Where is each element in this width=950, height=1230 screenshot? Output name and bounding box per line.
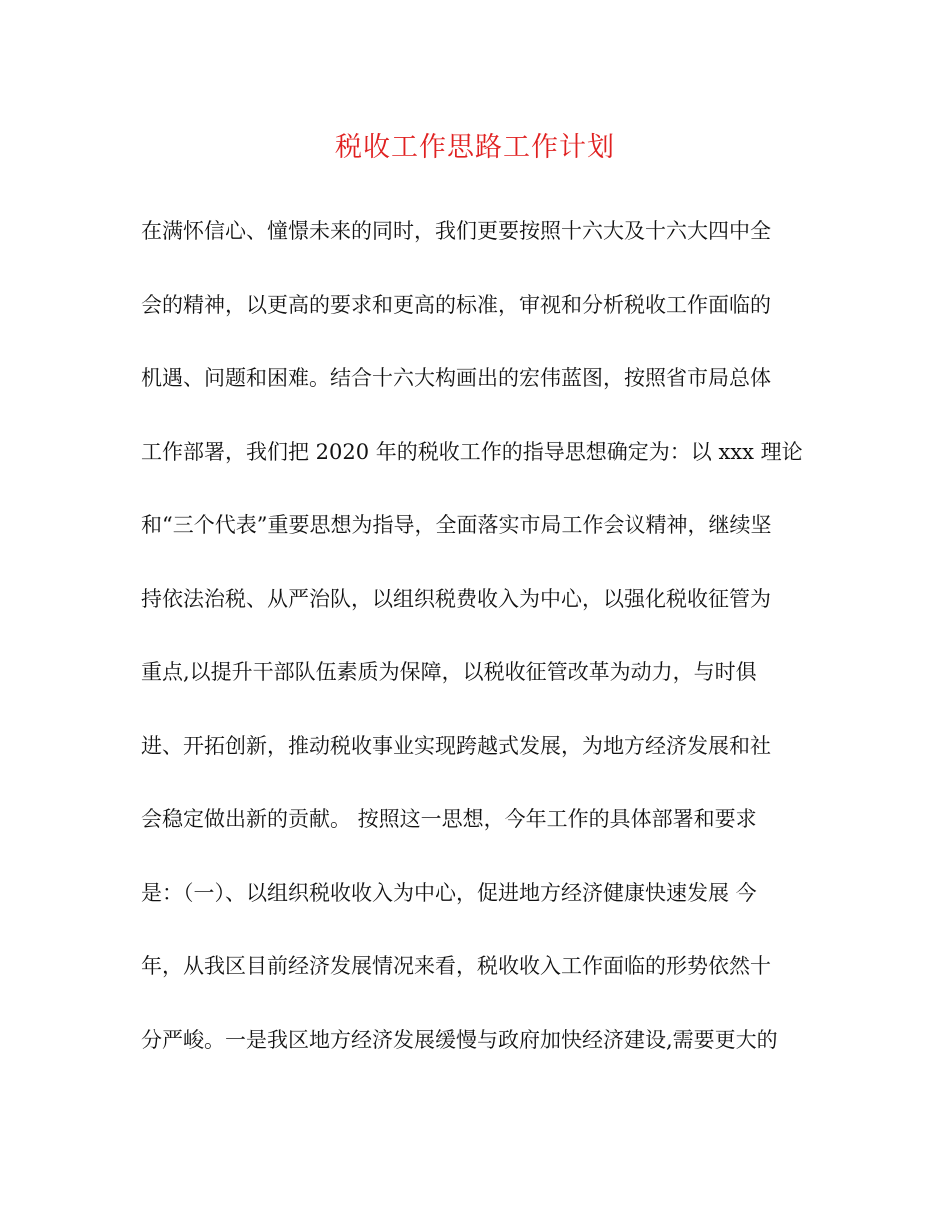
body-line: 重点,以提升干部队伍素质为保障，以税收征管改革为动力，与时俱: [141, 660, 757, 684]
body-line: 机遇、问题和困难。结合十六大构画出的宏伟蓝图，按照省市局总体: [141, 366, 771, 390]
document-body: [141, 206, 811, 1088]
body-line: 持依法治税、从严治队，以组织税费收入为中心，以强化税收征管为: [141, 586, 771, 611]
body-line: 和“三个代表”重要思想为指导，全面落实市局工作会议精神，继续坚: [141, 513, 772, 537]
body-line: 进、开拓创新，推动税收事业实现跨越式发展，为地方经济发展和社: [141, 733, 771, 758]
body-line: 年，从我区目前经济发展情况来看，税收收入工作面临的形势依然十: [141, 954, 771, 978]
body-line: 在满怀信心、憧憬未来的同时，我们更要按照十六大及十六大四中全: [141, 219, 771, 243]
body-line: 会稳定做出新的贡献。 按照这一思想，今年工作的具体部署和要求: [141, 807, 757, 831]
body-line: 是：（一）、以组织税收收入为中心，促进地方经济健康快速发展 今: [141, 880, 757, 905]
document-title: 税收工作思路工作计划: [335, 132, 615, 163]
body-line: 分严峻。一是我区地方经济发展缓慢与政府加快经济建设,需要更大的: [141, 1027, 778, 1052]
body-line: 工作部署，我们把 2020 年的税收工作的指导思想确定为：以 xxx 理论: [141, 439, 803, 464]
body-line: 会的精神，以更高的要求和更高的标准，审视和分析税收工作面临的: [141, 292, 771, 317]
